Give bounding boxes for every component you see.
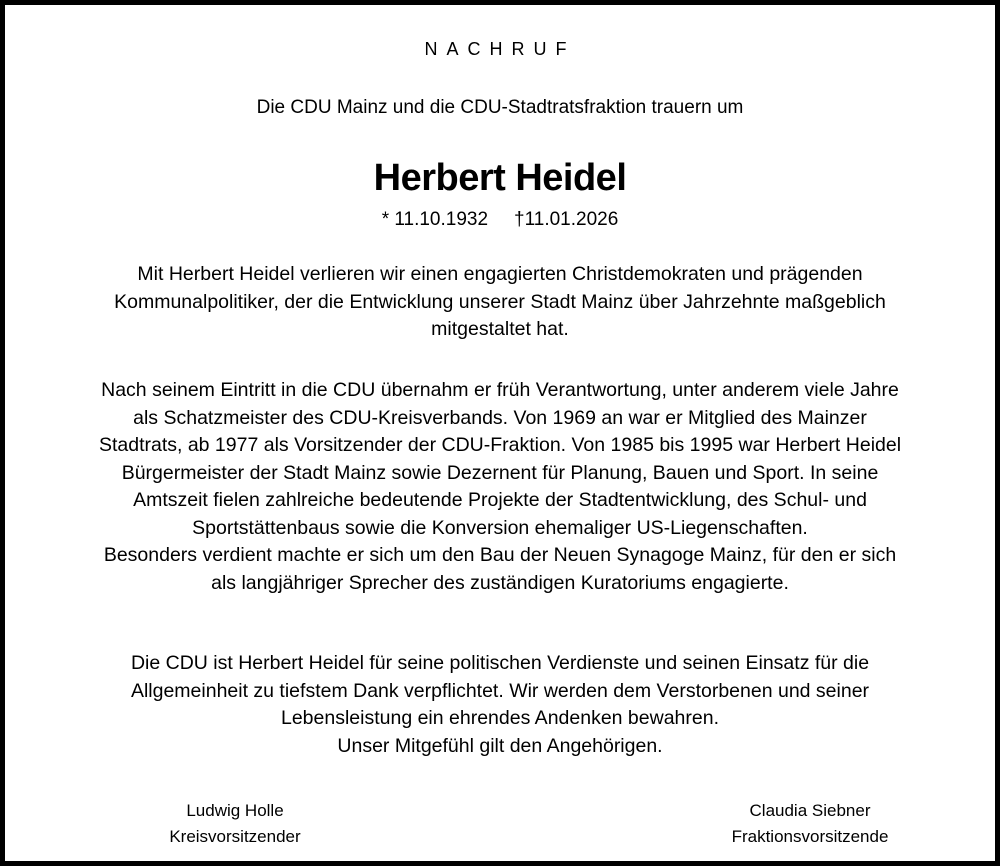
text-line: Bürgermeister der Stadt Mainz sowie Dezernent für Planung, Bauen und Sport. In seine [121,461,879,484]
text-line: Lebensleistung ein ehrendes Andenken bewahren. [280,707,719,729]
signature-left [135,798,335,850]
signatory-name: Ludwig Holle [186,801,284,820]
signature-right [705,798,915,850]
text-line: Amtszeit fielen zahlreiche bedeutende Projekte der Stadtentwicklung, des Schul- und [133,489,867,511]
notice-heading: NACHRUF [424,39,576,59]
signatory-role: Fraktionsvorsitzende [731,827,889,846]
life-dates [5,209,995,231]
text-line: Besonders verdient machte er sich um den Bau der Neuen Synagoge Mainz, für den er sich [103,544,897,566]
text-line: Allgemeinheit zu tiefstem Dank verpflichtet. Wir werden dem Verstorbenen und seiner [130,679,870,702]
text-line: Die CDU ist Herbert Heidel für seine politischen Verdienste und seinen Einsatz für die [130,652,870,674]
birth-date: * 11.10.1932 [381,209,489,230]
text-line: Stadtrats, ab 1977 als Vorsitzender der CDU-Fraktion. Von 1985 bis 1995 war Herbert Heidel [98,434,902,456]
signatory-name: Claudia Siebner [749,801,871,820]
text-line: Mit Herbert Heidel verlieren wir einen engagierten Christdemokraten und prägenden [137,263,863,285]
intro-line: Die CDU Mainz und die CDU-Stadtratsfraktion trauern um [256,97,744,118]
deceased-name: Herbert Heidel [373,157,627,199]
paragraph-gratitude [5,650,995,760]
text-line: Kommunalpolitiker, der die Entwicklung unserer Stadt Mainz über Jahrzehnte maßgeblich [114,290,886,313]
text-line: Sportstättenbaus sowie die Konversion ehemaliger US-Liegenschaften. [192,516,808,539]
obituary-notice [5,5,995,861]
paragraph-tribute [5,261,995,344]
text-line: als langjähriger Sprecher des zuständigen Kuratoriums engagierte. [211,571,789,594]
text-line: als Schatzmeister des CDU-Kreisverbands. Von 1969 an war er Mitglied des Mainzer [133,406,867,429]
text-line: Nach seinem Eintritt in die CDU übernahm er früh Verantwortung, unter anderem viele Jahre [101,379,899,401]
text-line: mitgestaltet hat. [431,318,569,340]
text-line: Unser Mitgefühl gilt den Angehörigen. [337,734,663,757]
paragraph-career [5,377,995,597]
death-date: †11.01.2026 [514,209,619,230]
signatory-role: Kreisvorsitzender [169,827,301,846]
